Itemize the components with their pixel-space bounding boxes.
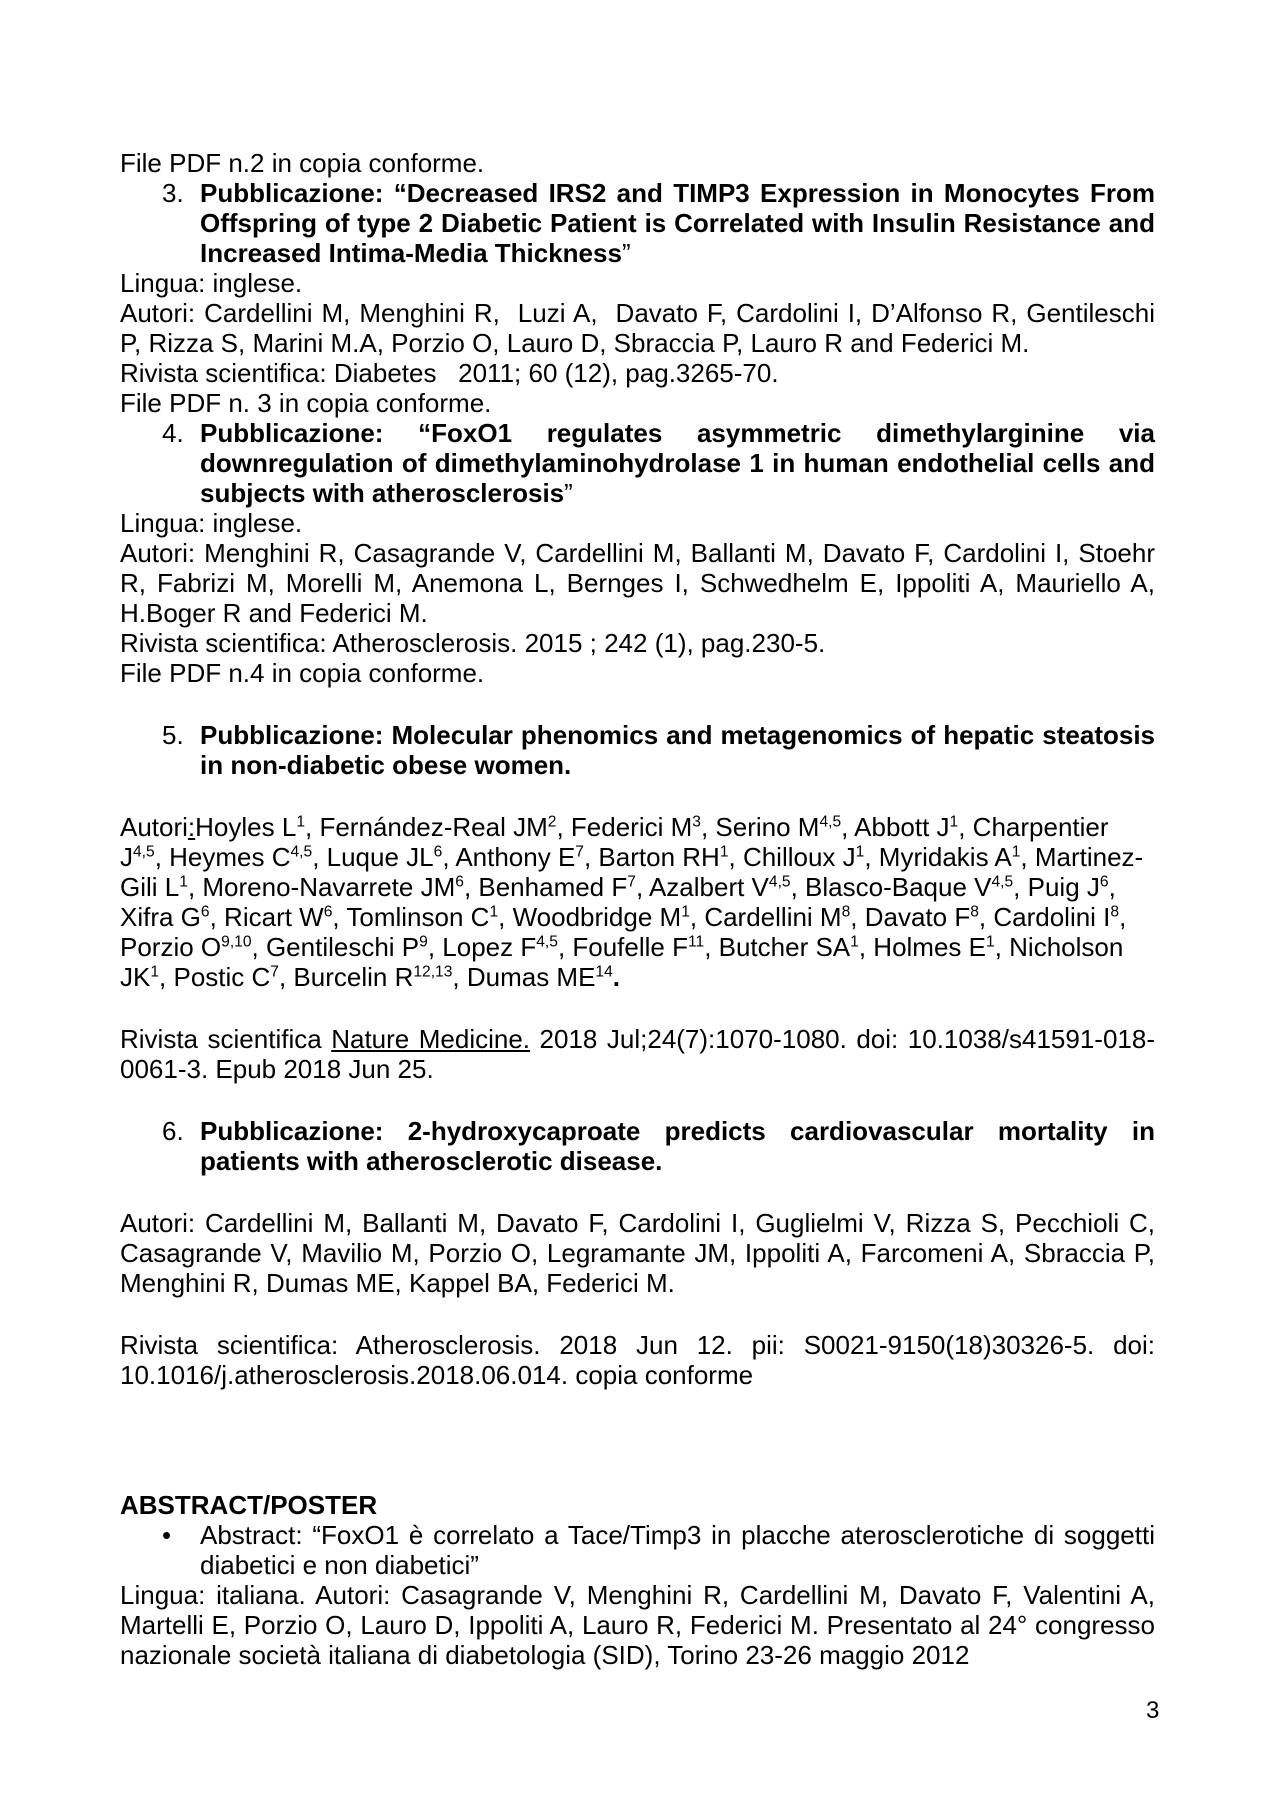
page-number: 3 [1146,1697,1160,1724]
bullet-icon: • [162,1520,172,1550]
publication-5-number: 5. [162,720,184,750]
publication-6-authors: Autori: Cardellini M, Ballanti M, Davato F, Cardolini I, Guglielmi V, Rizza S, Pecchioli C, Casagrande V, Mavilio M, Porzio O, Legramante JM, Ippoliti A, Farcomeni A, Sbraccia P, Menghini R, Dumas ME, Kappel BA, Federici M. [120,1208,1155,1298]
publication-3-authors: Autori: Cardellini M, Menghini R, Luzi A, Davato F, Cardolini I, D’Alfonso R, Gentileschi P, Rizza S, Marini M.A, Porzio O, Lauro D, Sbraccia P, Lauro R and Federici M. [120,298,1155,358]
publication-6 [120,1116,1155,1176]
publication-6-journal: Rivista scientifica: Atherosclerosis. 2018 Jun 12. pii: S0021-9150(18)30326-5. doi: 10.1016/j.atherosclerosis.2018.06.014. copia conforme [120,1330,1155,1390]
publication-5-journal: Rivista scientifica Nature Medicine. 2018 Jul;24(7):1070-1080. doi: 10.1038/s41591-018-0061-3. Epub 2018 Jun 25. [120,1024,1155,1084]
abstract-poster-heading: ABSTRACT/POSTER [120,1490,378,1520]
publication-6-title: Pubblicazione: 2-hydroxycaproate predicts cardiovascular mortality in patients with atherosclerotic disease. [200,1116,1155,1176]
publication-6-number: 6. [162,1116,184,1146]
publication-4-authors: Autori: Menghini R, Casagrande V, Cardellini M, Ballanti M, Davato F, Cardolini I, Stoehr R, Fabrizi M, Morelli M, Anemona L, Bernges I, Schwedhelm E, Ippoliti A, Mauriello A, H.Boger R and Federici M. [120,538,1155,628]
file-pdf-note-2: File PDF n.2 in copia conforme. [120,148,485,178]
file-pdf-note-3: File PDF n. 3 in copia conforme. [120,388,492,418]
abstract-bullet-item [120,1520,1155,1580]
publication-5-title: Pubblicazione: Molecular phenomics and metagenomics of hepatic steatosis in non-diabetic obese women. [200,720,1155,780]
document-content [120,148,1155,1670]
abstract-text: Abstract: “FoxO1 è correlato a Tace/Timp3 in placche aterosclerotiche di soggetti diabetici e non diabetici” [200,1520,1155,1580]
publication-4 [120,418,1155,508]
publication-3-title: Pubblicazione: “Decreased IRS2 and TIMP3 Expression in Monocytes From Offspring of type 2 Diabetic Patient is Correlated with Insulin Resistance and Increased Intima-Media Thickness” [200,178,1155,268]
publication-3-journal: Rivista scientifica: Diabetes 2011; 60 (12), pag.3265-70. [120,358,779,388]
publication-3-number: 3. [162,178,184,208]
abstract-language-authors: Lingua: italiana. Autori: Casagrande V, Menghini R, Cardellini M, Davato F, Valentini A, Martelli E, Porzio O, Lauro D, Ippoliti A, Lauro R, Federici M. Presentato al 24° congresso nazionale società italiana di diabetologia (SID), Torino 23-26 maggio 2012 [120,1580,1155,1670]
publication-3 [120,178,1155,268]
publication-4-journal: Rivista scientifica: Atherosclerosis. 2015 ; 242 (1), pag.230-5. [120,628,826,658]
publication-3-language: Lingua: inglese. [120,268,303,298]
publication-4-title: Pubblicazione: “FoxO1 regulates asymmetric dimethylarginine via downregulation of dimethylaminohydrolase 1 in human endothelial cells and subjects with atherosclerosis” [200,418,1155,508]
publication-5 [120,720,1155,780]
publication-4-language: Lingua: inglese. [120,508,303,538]
file-pdf-note-4: File PDF n.4 in copia conforme. [120,658,485,688]
publication-4-number: 4. [162,418,184,448]
publication-5-authors: Autori:Hoyles $L^1$, Fernández-Real $JM^2$, Federici $M^3$, Serino M$^{4,5}$, Abbott $J^1$, Charpentier J$^{4,5}$, Heymes C$^{4,5}$, Luque $JL^6$, Anthony $E^7$, Barton $RH^1$, Chilloux $J^1$, Myridakis $A^1$, Martinez-Gili $L^1$, Moreno-Navarrete $JM^6$, Benhamed $F^7$, Azalbert V$^{4,5}$, Blasco-Baque V$^{4,5}$, Puig $J^6$, Xifra $G^6$, Ricart $W^6$, Tomlinson $C^1$, Woodbridge $M^1$, Cardellini $M^8$, Davato $F^8$, Cardolini $I^8$, Porzio O$^{9,10}$, Gentileschi $P^9$, Lopez F$^{4,5}$, Foufelle $F^{11}$, Butcher $SA^1$, Holmes $E^1$, Nicholson $JK^1$, Postic $C^7$, Burcelin R$^{12,13}$, Dumas ME$^{14}$. [120,812,1144,992]
